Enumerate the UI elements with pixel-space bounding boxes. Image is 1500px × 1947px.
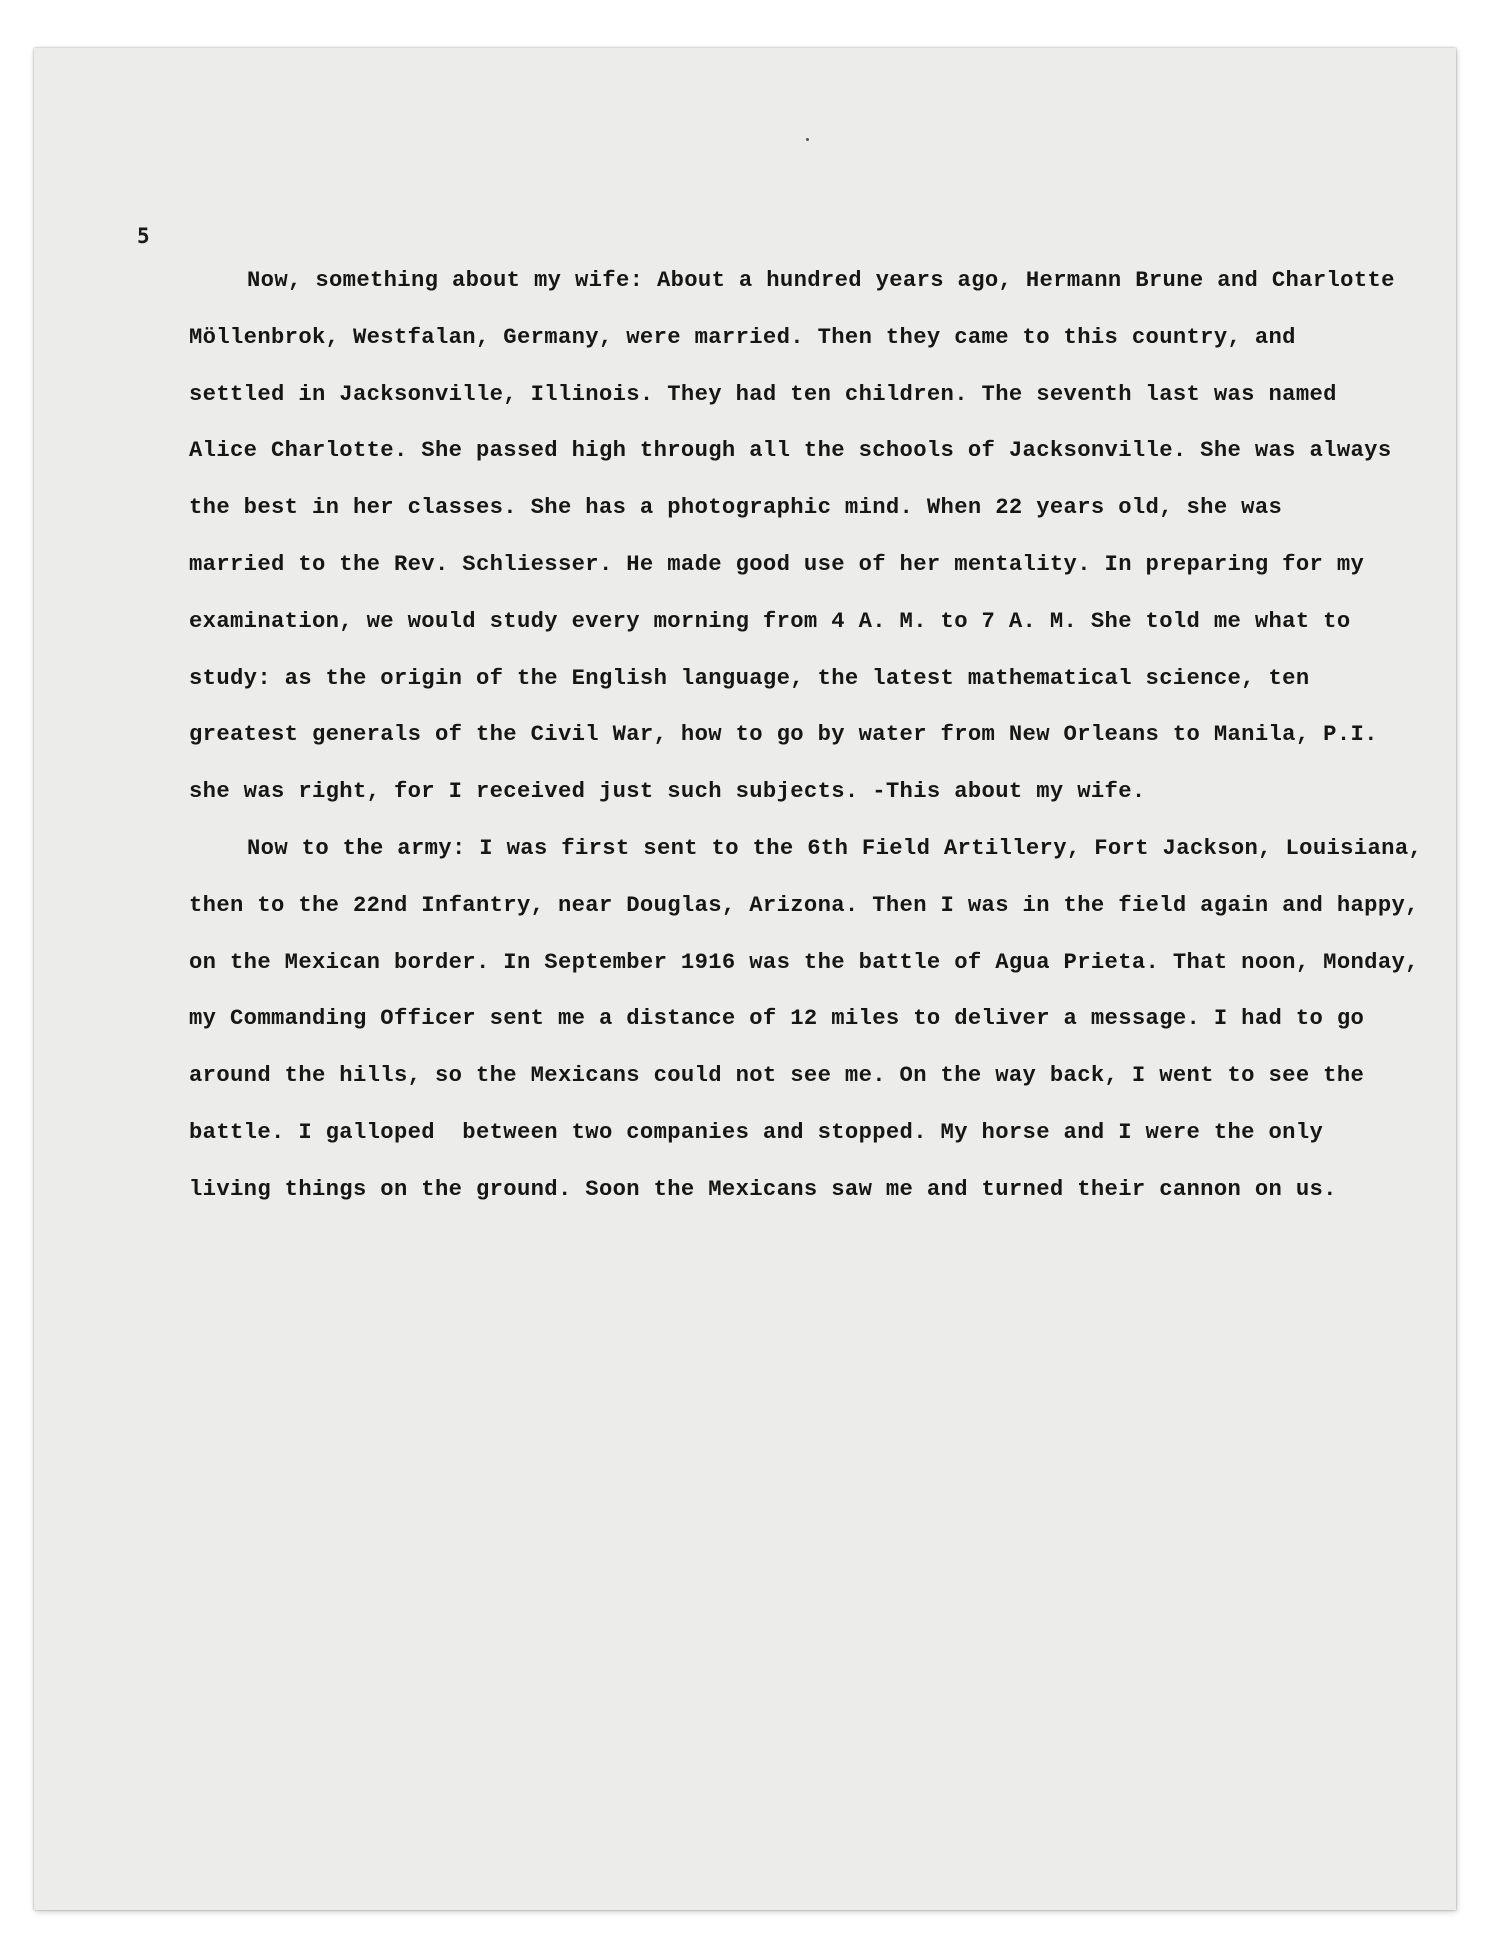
page-body xyxy=(189,253,1459,1219)
text-line: examination, we would study every morning from 4 A. M. to 7 A. M. She told me what to xyxy=(189,608,1351,634)
text-line: on the Mexican border. In September 1916 was the battle of Agua Prieta. That noon, Monday, xyxy=(189,949,1419,975)
text-line: settled in Jacksonville, Illinois. They had ten children. The seventh last was named xyxy=(189,381,1337,407)
text-line: my Commanding Officer sent me a distance of 12 miles to deliver a message. I had to go xyxy=(189,1006,1365,1032)
paper-speck xyxy=(806,138,809,141)
paragraph-wife xyxy=(189,253,1459,821)
text-line: Now, something about my wife: About a hundred years ago, Hermann Brune and Charlotte xyxy=(247,268,1395,293)
text-line: greatest generals of the Civil War, how to go by water from New Orleans to Manila, P.I. xyxy=(189,722,1378,748)
text-line: she was right, for I received just such subjects. -This about my wife. xyxy=(189,779,1146,805)
text-line: living things on the ground. Soon the Mexicans saw me and turned their cannon on us. xyxy=(189,1176,1337,1202)
page-number: 5 xyxy=(137,224,150,248)
text-line: Möllenbrok, Westfalan, Germany, were married. Then they came to this country, and xyxy=(189,324,1296,350)
text-line: then to the 22nd Infantry, near Douglas, Arizona. Then I was in the field again and happy, xyxy=(189,892,1419,918)
text-line: the best in her classes. She has a photographic mind. When 22 years old, she was xyxy=(189,495,1283,521)
text-line: Alice Charlotte. She passed high through all the schools of Jacksonville. She was always xyxy=(189,438,1392,464)
text-line: battle. I galloped between two companies and stopped. My horse and I were the only xyxy=(189,1119,1324,1145)
text-line: Now to the army: I was first sent to the 6th Field Artillery, Fort Jackson, Louisiana, xyxy=(247,835,1423,861)
text-line: study: as the origin of the English language, the latest mathematical science, ten xyxy=(189,665,1310,691)
text-line: married to the Rev. Schliesser. He made good use of her mentality. In preparing for my xyxy=(189,551,1365,577)
text-line: around the hills, so the Mexicans could not see me. On the way back, I went to see the xyxy=(189,1063,1365,1089)
paragraph-army xyxy=(189,821,1459,1219)
typewritten-page xyxy=(34,48,1456,1910)
